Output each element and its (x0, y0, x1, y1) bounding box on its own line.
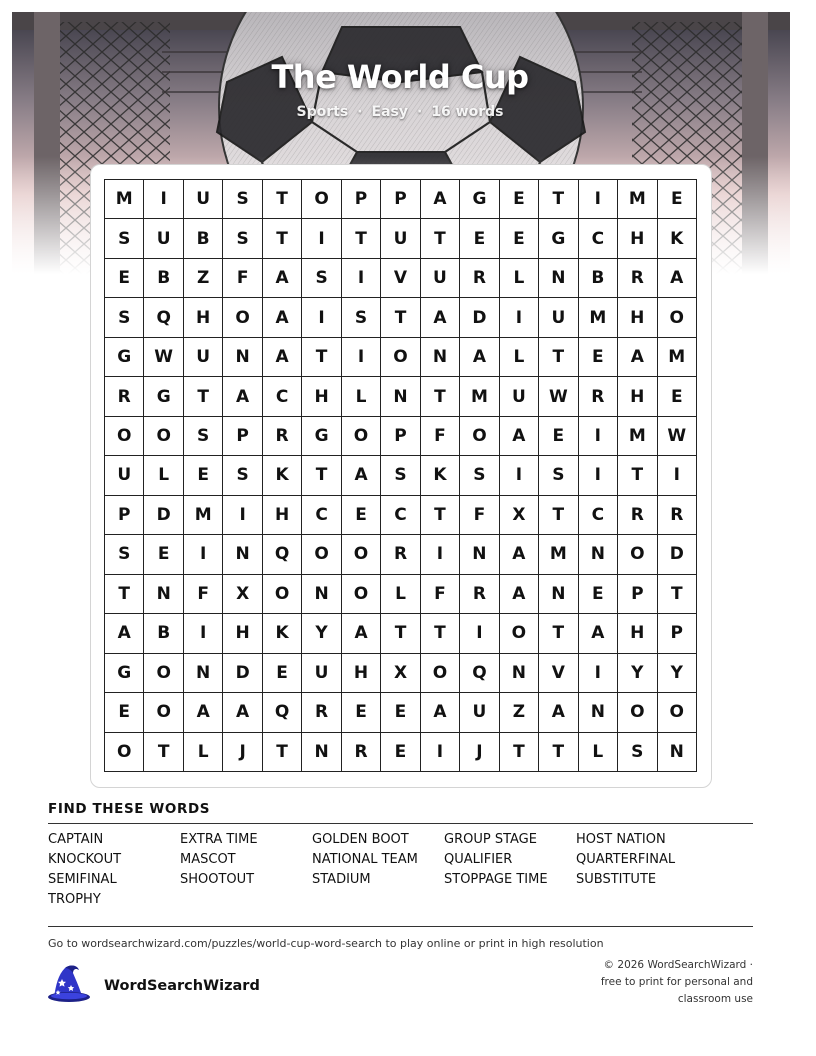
grid-cell: G (539, 219, 578, 258)
brand-name: WordSearchWizard (104, 977, 260, 994)
grid-cell: I (658, 456, 697, 495)
grid-cell: R (658, 496, 697, 535)
word-list-item: SUBSTITUTE (576, 872, 657, 887)
grid-cell: C (381, 496, 420, 535)
grid-cell: Q (263, 535, 302, 574)
meta-separator: · (416, 104, 423, 120)
grid-cell: N (223, 535, 262, 574)
copyright-notice (553, 957, 753, 1008)
grid-cell: A (263, 298, 302, 337)
grid-cell: E (342, 693, 381, 732)
grid-cell: Q (263, 693, 302, 732)
grid-cell: A (421, 693, 460, 732)
grid-cell: S (184, 417, 223, 456)
grid-cell: K (658, 219, 697, 258)
grid-cell: A (223, 693, 262, 732)
grid-cell: O (342, 417, 381, 456)
grid-cell: S (105, 298, 144, 337)
grid-cell: A (500, 535, 539, 574)
grid-cell: O (144, 654, 183, 693)
grid-cell: T (302, 456, 341, 495)
grid-cell: A (460, 338, 499, 377)
grid-cell: S (381, 456, 420, 495)
word-list-item: EXTRA TIME (180, 832, 258, 847)
grid-cell: T (421, 377, 460, 416)
grid-cell: I (421, 733, 460, 772)
grid-cell: I (421, 535, 460, 574)
grid-cell: Y (302, 614, 341, 653)
grid-cell: U (184, 338, 223, 377)
grid-cell: R (381, 535, 420, 574)
grid-cell: S (223, 456, 262, 495)
grid-cell: H (302, 377, 341, 416)
grid-cell: U (105, 456, 144, 495)
grid-cell: A (421, 298, 460, 337)
grid-cell: M (460, 377, 499, 416)
grid-cell: U (144, 219, 183, 258)
grid-cell: M (658, 338, 697, 377)
grid-cell: C (263, 377, 302, 416)
grid-cell: N (421, 338, 460, 377)
grid-cell: I (342, 259, 381, 298)
word-list (48, 832, 753, 908)
grid-cell: T (539, 614, 578, 653)
grid-cell: S (342, 298, 381, 337)
copyright-line: free to print for personal and (600, 976, 753, 988)
grid-cell: P (105, 496, 144, 535)
word-list-item: QUALIFIER (444, 852, 513, 867)
copyright-line: classroom use (677, 993, 753, 1005)
grid-cell: I (579, 417, 618, 456)
word-list-item: SHOOTOUT (180, 872, 255, 887)
grid-cell: G (302, 417, 341, 456)
grid-cell: H (184, 298, 223, 337)
grid-cell: Y (618, 654, 657, 693)
word-list-item: GROUP STAGE (444, 832, 537, 847)
grid-cell: Q (144, 298, 183, 337)
grid-cell: G (105, 338, 144, 377)
difficulty-label: Easy (371, 104, 408, 120)
grid-cell: I (144, 180, 183, 219)
grid-cell: C (579, 219, 618, 258)
word-list-heading: FIND THESE WORDS (48, 801, 211, 817)
grid-cell: N (302, 733, 341, 772)
grid-cell: S (539, 456, 578, 495)
grid-cell: I (500, 298, 539, 337)
grid-cell: T (263, 180, 302, 219)
grid-cell: A (500, 575, 539, 614)
grid-cell: U (302, 654, 341, 693)
word-list-item: TROPHY (48, 892, 101, 907)
grid-cell: S (223, 219, 262, 258)
grid-cell: U (184, 180, 223, 219)
grid-cell: A (539, 693, 578, 732)
grid-cell: A (184, 693, 223, 732)
word-count-label: 16 words (431, 104, 504, 120)
grid-cell: L (579, 733, 618, 772)
grid-cell: R (342, 733, 381, 772)
grid-cell: W (658, 417, 697, 456)
grid-cell: N (460, 535, 499, 574)
grid-cell: A (342, 614, 381, 653)
grid-cell: T (105, 575, 144, 614)
grid-cell: O (421, 654, 460, 693)
grid-cell: I (184, 614, 223, 653)
grid-cell: J (223, 733, 262, 772)
grid-cell: D (460, 298, 499, 337)
grid-cell: O (658, 693, 697, 732)
grid-cell: I (184, 535, 223, 574)
grid-cell: G (460, 180, 499, 219)
grid-cell: M (184, 496, 223, 535)
grid-cell: Z (500, 693, 539, 732)
grid-cell: E (381, 693, 420, 732)
grid-cell: T (421, 614, 460, 653)
grid-cell: P (223, 417, 262, 456)
grid-cell: S (105, 219, 144, 258)
grid-cell: N (500, 654, 539, 693)
grid-cell: M (539, 535, 578, 574)
wizard-hat-icon (46, 963, 92, 1008)
grid-cell: U (539, 298, 578, 337)
grid-cell: R (579, 377, 618, 416)
grid-cell: A (342, 456, 381, 495)
grid-cell: F (460, 496, 499, 535)
grid-cell: L (184, 733, 223, 772)
grid-cell: E (658, 377, 697, 416)
grid-cell: A (263, 338, 302, 377)
grid-cell: T (539, 180, 578, 219)
grid-cell: I (302, 298, 341, 337)
grid-cell: U (460, 693, 499, 732)
grid-cell: O (342, 575, 381, 614)
grid-cell: V (539, 654, 578, 693)
letter-grid (104, 179, 697, 772)
grid-cell: G (105, 654, 144, 693)
grid-cell: N (579, 693, 618, 732)
grid-cell: O (223, 298, 262, 337)
grid-cell: N (302, 575, 341, 614)
grid-cell: T (539, 338, 578, 377)
word-list-item: STOPPAGE TIME (444, 872, 548, 887)
grid-cell: T (144, 733, 183, 772)
grid-cell: N (658, 733, 697, 772)
grid-cell: N (144, 575, 183, 614)
grid-cell: O (105, 417, 144, 456)
grid-cell: I (302, 219, 341, 258)
grid-cell: L (342, 377, 381, 416)
grid-cell: S (460, 456, 499, 495)
grid-cell: K (263, 456, 302, 495)
grid-cell: E (105, 259, 144, 298)
grid-cell: L (144, 456, 183, 495)
grid-cell: T (539, 496, 578, 535)
grid-cell: M (618, 180, 657, 219)
grid-cell: A (618, 338, 657, 377)
grid-cell: D (223, 654, 262, 693)
grid-cell: M (579, 298, 618, 337)
grid-cell: I (579, 180, 618, 219)
grid-cell: T (381, 614, 420, 653)
grid-cell: T (302, 338, 341, 377)
grid-cell: I (500, 456, 539, 495)
grid-cell: E (105, 693, 144, 732)
grid-cell: R (263, 417, 302, 456)
grid-cell: A (263, 259, 302, 298)
grid-cell: E (500, 219, 539, 258)
grid-cell: A (105, 614, 144, 653)
grid-cell: S (302, 259, 341, 298)
grid-cell: A (500, 417, 539, 456)
word-list-item: HOST NATION (576, 832, 666, 847)
grid-cell: O (144, 417, 183, 456)
grid-cell: T (421, 219, 460, 258)
grid-cell: R (618, 259, 657, 298)
grid-cell: E (342, 496, 381, 535)
grid-cell: H (618, 377, 657, 416)
grid-cell: T (618, 456, 657, 495)
grid-cell: O (618, 535, 657, 574)
grid-cell: M (618, 417, 657, 456)
grid-cell: A (421, 180, 460, 219)
grid-cell: W (144, 338, 183, 377)
grid-cell: F (223, 259, 262, 298)
grid-cell: S (105, 535, 144, 574)
grid-cell: R (460, 575, 499, 614)
grid-cell: T (381, 298, 420, 337)
word-list-item: GOLDEN BOOT (312, 832, 409, 847)
grid-cell: T (342, 219, 381, 258)
grid-cell: T (263, 219, 302, 258)
word-list-item: KNOCKOUT (48, 852, 122, 867)
grid-cell: O (144, 693, 183, 732)
grid-cell: E (500, 180, 539, 219)
divider (48, 926, 753, 927)
grid-cell: R (618, 496, 657, 535)
grid-cell: O (500, 614, 539, 653)
grid-cell: X (500, 496, 539, 535)
grid-cell: W (539, 377, 578, 416)
word-list-item: QUARTERFINAL (576, 852, 676, 867)
grid-cell: R (105, 377, 144, 416)
grid-cell: E (579, 338, 618, 377)
grid-cell: I (579, 654, 618, 693)
grid-cell: E (539, 417, 578, 456)
grid-cell: H (263, 496, 302, 535)
grid-cell: B (579, 259, 618, 298)
grid-cell: Y (658, 654, 697, 693)
grid-cell: U (500, 377, 539, 416)
grid-cell: T (658, 575, 697, 614)
grid-cell: E (144, 535, 183, 574)
grid-cell: L (381, 575, 420, 614)
grid-cell: C (302, 496, 341, 535)
grid-cell: H (223, 614, 262, 653)
word-list-item: NATIONAL TEAM (312, 852, 418, 867)
grid-cell: N (381, 377, 420, 416)
divider (48, 823, 753, 824)
grid-cell: B (144, 614, 183, 653)
grid-cell: H (618, 614, 657, 653)
grid-cell: K (263, 614, 302, 653)
grid-cell: O (658, 298, 697, 337)
grid-cell: F (184, 575, 223, 614)
grid-cell: B (144, 259, 183, 298)
grid-cell: B (184, 219, 223, 258)
grid-cell: P (381, 180, 420, 219)
word-list-item: MASCOT (180, 852, 236, 867)
grid-cell: E (658, 180, 697, 219)
grid-cell: T (263, 733, 302, 772)
word-list-item: STADIUM (312, 872, 371, 887)
grid-cell: A (658, 259, 697, 298)
grid-cell: N (579, 535, 618, 574)
grid-cell: H (618, 219, 657, 258)
copyright-line: © 2026 WordSearchWizard · (603, 959, 753, 971)
grid-cell: H (618, 298, 657, 337)
grid-cell: O (302, 535, 341, 574)
grid-cell: N (539, 259, 578, 298)
grid-cell: N (184, 654, 223, 693)
grid-cell: S (618, 733, 657, 772)
grid-cell: D (144, 496, 183, 535)
grid-cell: M (105, 180, 144, 219)
grid-cell: O (302, 180, 341, 219)
grid-cell: F (421, 575, 460, 614)
grid-cell: O (105, 733, 144, 772)
grid-cell: E (460, 219, 499, 258)
word-list-item: CAPTAIN (48, 832, 104, 847)
grid-cell: P (381, 417, 420, 456)
brand (46, 963, 260, 1008)
grid-cell: U (421, 259, 460, 298)
grid-cell: K (421, 456, 460, 495)
grid-cell: D (658, 535, 697, 574)
grid-cell: I (579, 456, 618, 495)
grid-cell: L (500, 259, 539, 298)
grid-cell: Q (460, 654, 499, 693)
grid-cell: E (381, 733, 420, 772)
grid-cell: O (460, 417, 499, 456)
grid-cell: E (579, 575, 618, 614)
puzzle-meta (0, 104, 800, 120)
grid-cell: P (658, 614, 697, 653)
grid-cell: O (263, 575, 302, 614)
grid-cell: P (342, 180, 381, 219)
grid-cell: T (539, 733, 578, 772)
grid-cell: X (381, 654, 420, 693)
grid-cell: Z (184, 259, 223, 298)
meta-separator: · (357, 104, 363, 120)
grid-cell: H (342, 654, 381, 693)
grid-cell: C (579, 496, 618, 535)
grid-cell: N (539, 575, 578, 614)
grid-cell: O (618, 693, 657, 732)
grid-cell: T (421, 496, 460, 535)
grid-cell: R (460, 259, 499, 298)
word-list-item: SEMIFINAL (48, 872, 117, 887)
grid-cell: E (263, 654, 302, 693)
grid-cell: A (223, 377, 262, 416)
grid-cell: O (342, 535, 381, 574)
grid-cell: T (184, 377, 223, 416)
grid-cell: N (223, 338, 262, 377)
grid-cell: S (223, 180, 262, 219)
grid-cell: U (381, 219, 420, 258)
grid-cell: P (618, 575, 657, 614)
grid-cell: J (460, 733, 499, 772)
puzzle-title: The World Cup (271, 58, 529, 96)
grid-cell: X (223, 575, 262, 614)
grid-cell: T (500, 733, 539, 772)
grid-cell: F (421, 417, 460, 456)
grid-cell: R (302, 693, 341, 732)
grid-cell: A (579, 614, 618, 653)
grid-cell: G (144, 377, 183, 416)
grid-cell: I (460, 614, 499, 653)
footer-url-text: Go to wordsearchwizard.com/puzzles/world-cup-word-search to play online or print in high resolution (48, 937, 604, 950)
grid-cell: O (381, 338, 420, 377)
grid-cell: I (223, 496, 262, 535)
grid-cell: E (184, 456, 223, 495)
grid-cell: V (381, 259, 420, 298)
category-label: Sports (296, 104, 349, 120)
grid-cell: L (500, 338, 539, 377)
grid-cell: I (342, 338, 381, 377)
